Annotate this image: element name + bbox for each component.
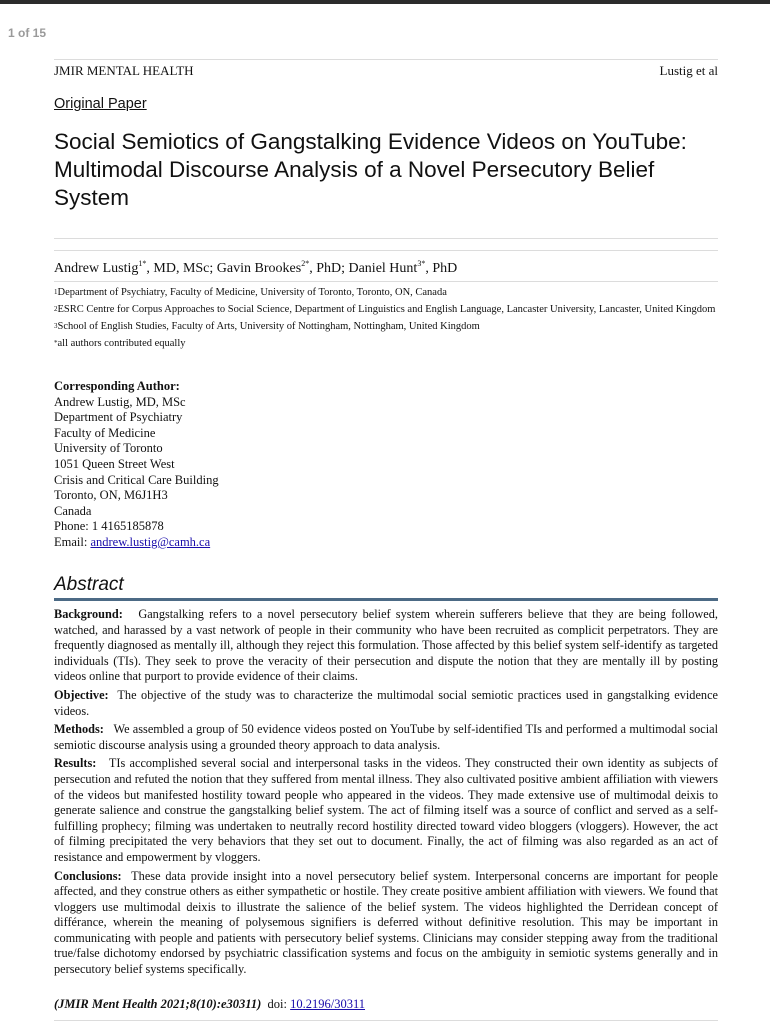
affiliation-item: $^3$School of English Studies, Faculty of Arts, University of Nottingham, Nottingham, United Kingdom bbox=[54, 321, 480, 332]
email-link[interactable]: andrew.lustig@camh.ca bbox=[90, 534, 211, 549]
abstract-body bbox=[54, 607, 718, 981]
affiliation-item: *all authors contributed equally bbox=[54, 338, 186, 349]
corresponding-line: Andrew Lustig, MD, MSc bbox=[54, 394, 186, 409]
author-name: Daniel Hunt bbox=[348, 261, 418, 276]
corresponding-line: Crisis and Critical Care Building bbox=[54, 472, 219, 487]
abstract-conclusions: Conclusions: These data provide insight into a novel persecutory belief system. Interpersonal concerns are important for people affected, and they construe others as either sympathetic or hostile. They create positive ambient affiliation with viewers. We found that vloggers use multimodal deixis to illustrate the salience of the belief system. The videos highlighted the Derridean concept of différance, wherein the meaning of polysemous signifiers is deferred without definitive resolution. This may be important in communicating with people and patients with persecutory belief systems. Clinicians may consider stepping away from the traditional true/false dichotomy endorsed by psychiatric classification systems and focus on the ambiguity in semiotic systems generally and in persecutory belief systems specifically. bbox=[54, 868, 718, 977]
corresponding-author-label: Corresponding Author: bbox=[54, 379, 180, 393]
author-list bbox=[54, 261, 457, 277]
author-degrees: , MD, MSc; bbox=[146, 261, 217, 276]
corresponding-line: 1051 Queen Street West bbox=[54, 456, 175, 471]
author-sup: 1* bbox=[138, 259, 147, 268]
abstract-objective: Objective: The objective of the study was to characterize the multimodal social semiotic practices used in gangstalking evidence videos. bbox=[54, 687, 718, 718]
affiliation-item: $^1$Department of Psychiatry, Faculty of Medicine, University of Toronto, Toronto, ON, Canada bbox=[54, 287, 447, 298]
author-degrees: , PhD bbox=[425, 261, 458, 276]
article-title: Social Semiotics of Gangstalking Evidence Videos on YouTube: Multimodal Discourse Analysis of a Novel Persecutory Belief System bbox=[54, 129, 687, 210]
corresponding-line: Toronto, ON, M6J1H3 bbox=[54, 488, 168, 503]
corresponding-line: University of Toronto bbox=[54, 441, 163, 456]
affiliations bbox=[54, 286, 718, 354]
journal-name: JMIR MENTAL HEALTH bbox=[54, 63, 194, 78]
authors-divider bbox=[54, 281, 718, 282]
corresponding-author-block bbox=[54, 379, 219, 551]
abstract-methods: Methods: We assembled a group of 50 evidence videos posted on YouTube by self-identified TIs and performed a multimodal social semiotic discourse analysis using a grounded theory approach to data analysis. bbox=[54, 722, 718, 752]
abstract-heading: Abstract bbox=[54, 574, 124, 595]
page-counter: 1 of 15 bbox=[8, 26, 47, 40]
viewer-top-bar bbox=[0, 0, 770, 4]
author-sup: 2* bbox=[301, 259, 310, 268]
author-name: Gavin Brookes bbox=[216, 261, 302, 276]
abstract-background: Background: Gangstalking refers to a novel persecutory belief system wherein sufferers believe that they are being followed, watched, and harassed by a vast network of people in their community who have been recruited as complicit perpetrators. They are frequently diagnosed as mentally ill, although they reject this formulation. Those affected by this belief system self-identify as targeted individuals (TIs). They seek to prove the veracity of their persecution and dispute the notion that they are mentally ill by posting videos online that purport to provide evidence of their claims. bbox=[54, 607, 718, 684]
running-author: Lustig et al bbox=[659, 63, 718, 78]
author-sup: 3* bbox=[417, 259, 426, 268]
abstract-results: Results: TIs accomplished several social and interpersonal tasks in the videos. They constructed their own identity as subjects of persecution and refuted the notion that they suffered from mental illness. They also cultivated positive ambient affiliation with viewers of the videos but manifested hostility toward people who appeared in the videos. They made extensive use of multimodal deixis to generate salience and construe the gangstalking belief system. The act of filming itself was a source of conflict and served as a self-fulfilling prophecy; filming was undertaken to neutrally record hostility directed toward video bloggers (vloggers). However, the act of filming precipitated the very behaviors that they set out to document. Finally, the act of filming was also regarded as an act of resistance and empowerment by vloggers. bbox=[54, 756, 718, 864]
title-divider-top bbox=[54, 238, 718, 239]
author-name: Andrew Lustig bbox=[54, 261, 139, 276]
affiliation-item: $^2$ESRC Centre for Corpus Approaches to Social Science, Department of Linguistics and English Language, Lancaster University, Lancaster, United Kingdom bbox=[54, 304, 716, 315]
citation-reference: (JMIR Ment Health 2021;8(10):e30311) bbox=[54, 997, 262, 1011]
author-degrees: , PhD; bbox=[309, 261, 349, 276]
corresponding-line: Phone: 1 4165185878 bbox=[54, 519, 164, 534]
running-header bbox=[54, 63, 718, 79]
citation-line: (JMIR Ment Health 2021;8(10):e30311) doi: 10.2196/30311 bbox=[54, 997, 366, 1011]
title-divider-bottom bbox=[54, 250, 718, 251]
header-divider bbox=[54, 59, 718, 60]
email-line: Email: andrew.lustig@camh.ca bbox=[54, 534, 211, 549]
corresponding-line: Canada bbox=[54, 503, 92, 518]
article-type-label: Original Paper bbox=[54, 96, 147, 112]
corresponding-line: Department of Psychiatry bbox=[54, 410, 183, 425]
abstract-rule bbox=[54, 598, 718, 601]
doi-link[interactable]: 10.2196/30311 bbox=[290, 997, 366, 1011]
footer-divider bbox=[54, 1020, 718, 1021]
corresponding-line: Faculty of Medicine bbox=[54, 425, 156, 440]
